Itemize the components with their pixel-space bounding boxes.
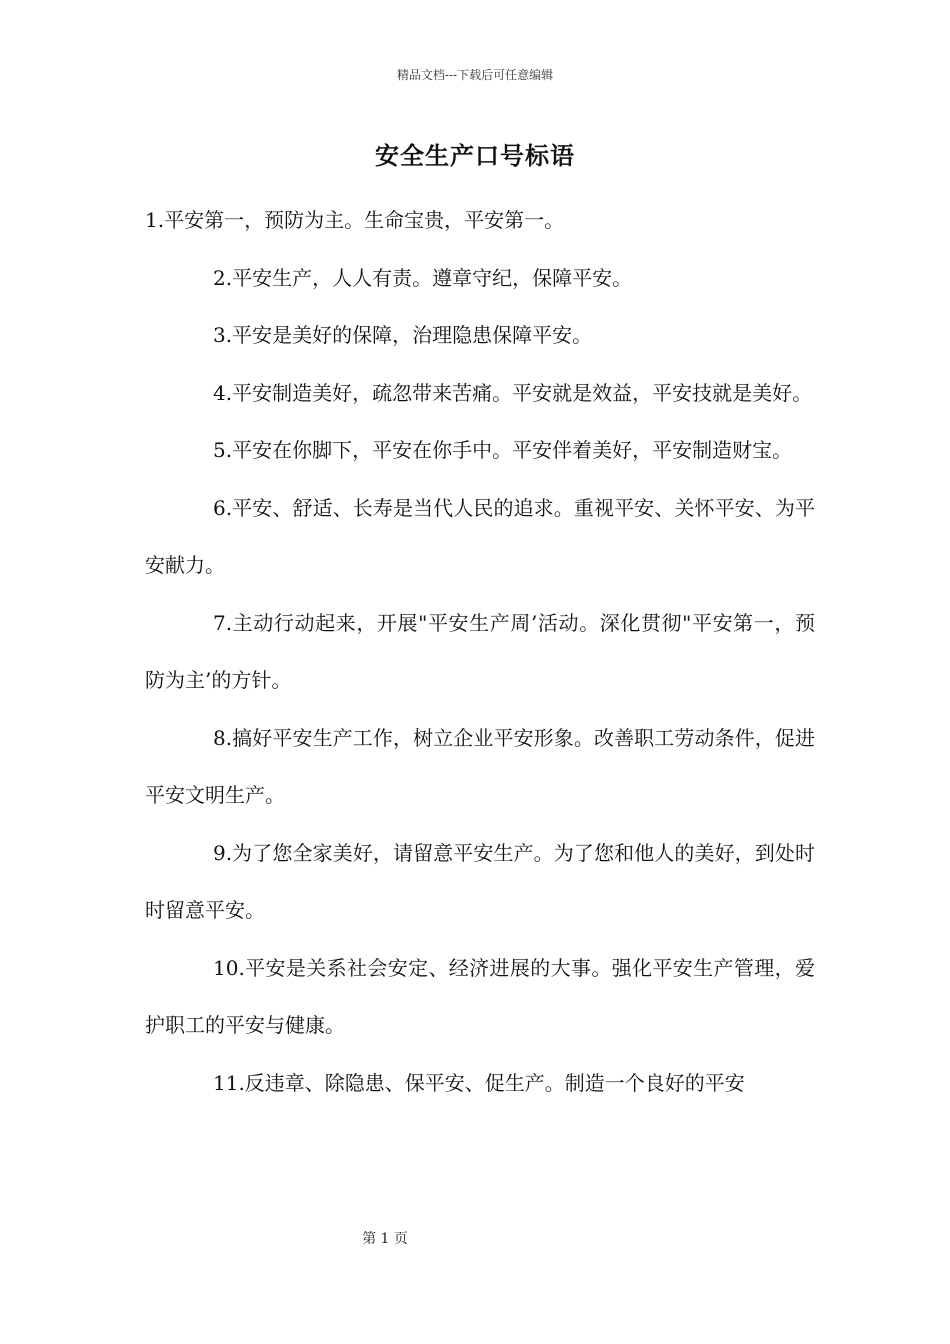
slogan-paragraph-2: 2.平安生产，人人有责。遵章守纪，保障平安。 — [213, 265, 633, 290]
page-header: 精品文档---下载后可任意编辑 — [396, 68, 554, 82]
document-body — [145, 192, 815, 1112]
slogan-paragraph-5: 5.平安在你脚下，平安在你手中。平安伴着美好，平安制造财宝。 — [213, 438, 793, 462]
slogan-paragraph-4: 4.平安制造美好，疏忽带来苦痛。平安就是效益，平安技就是美好。 — [213, 380, 813, 405]
slogan-paragraph-11: 11.反违章、除隐患、保平安、促生产。制造一个良好的平安 — [213, 1070, 745, 1095]
slogan-paragraph-3: 3.平安是美好的保障，治理隐患保障平安。 — [213, 323, 593, 347]
document-title: 安全生产口号标语 — [375, 141, 575, 170]
page-number: 第 1 页 — [362, 1231, 408, 1247]
slogan-paragraph-10: 10.平安是关系社会安定、经济进展的大事。强化平安生产管理，爱护职工的平安与健康。 — [145, 955, 815, 1037]
slogan-paragraph-6: 6.平安、舒适、长寿是当代人民的追求。重视平安、关怀平安、为平安献力。 — [145, 495, 815, 577]
slogan-paragraph-8: 8.搞好平安生产工作，树立企业平安形象。改善职工劳动条件，促进平安文明生产。 — [145, 725, 815, 807]
slogan-paragraph-1: 1.平安第一，预防为主。生命宝贵，平安第一。 — [145, 208, 565, 232]
slogan-paragraph-7: 7.主动行动起来，开展"平安生产周’活动。深化贯彻"平安第一，预防为主’的方针。 — [145, 610, 815, 692]
slogan-paragraph-9: 9.为了您全家美好，请留意平安生产。为了您和他人的美好，到处时时留意平安。 — [145, 840, 815, 922]
